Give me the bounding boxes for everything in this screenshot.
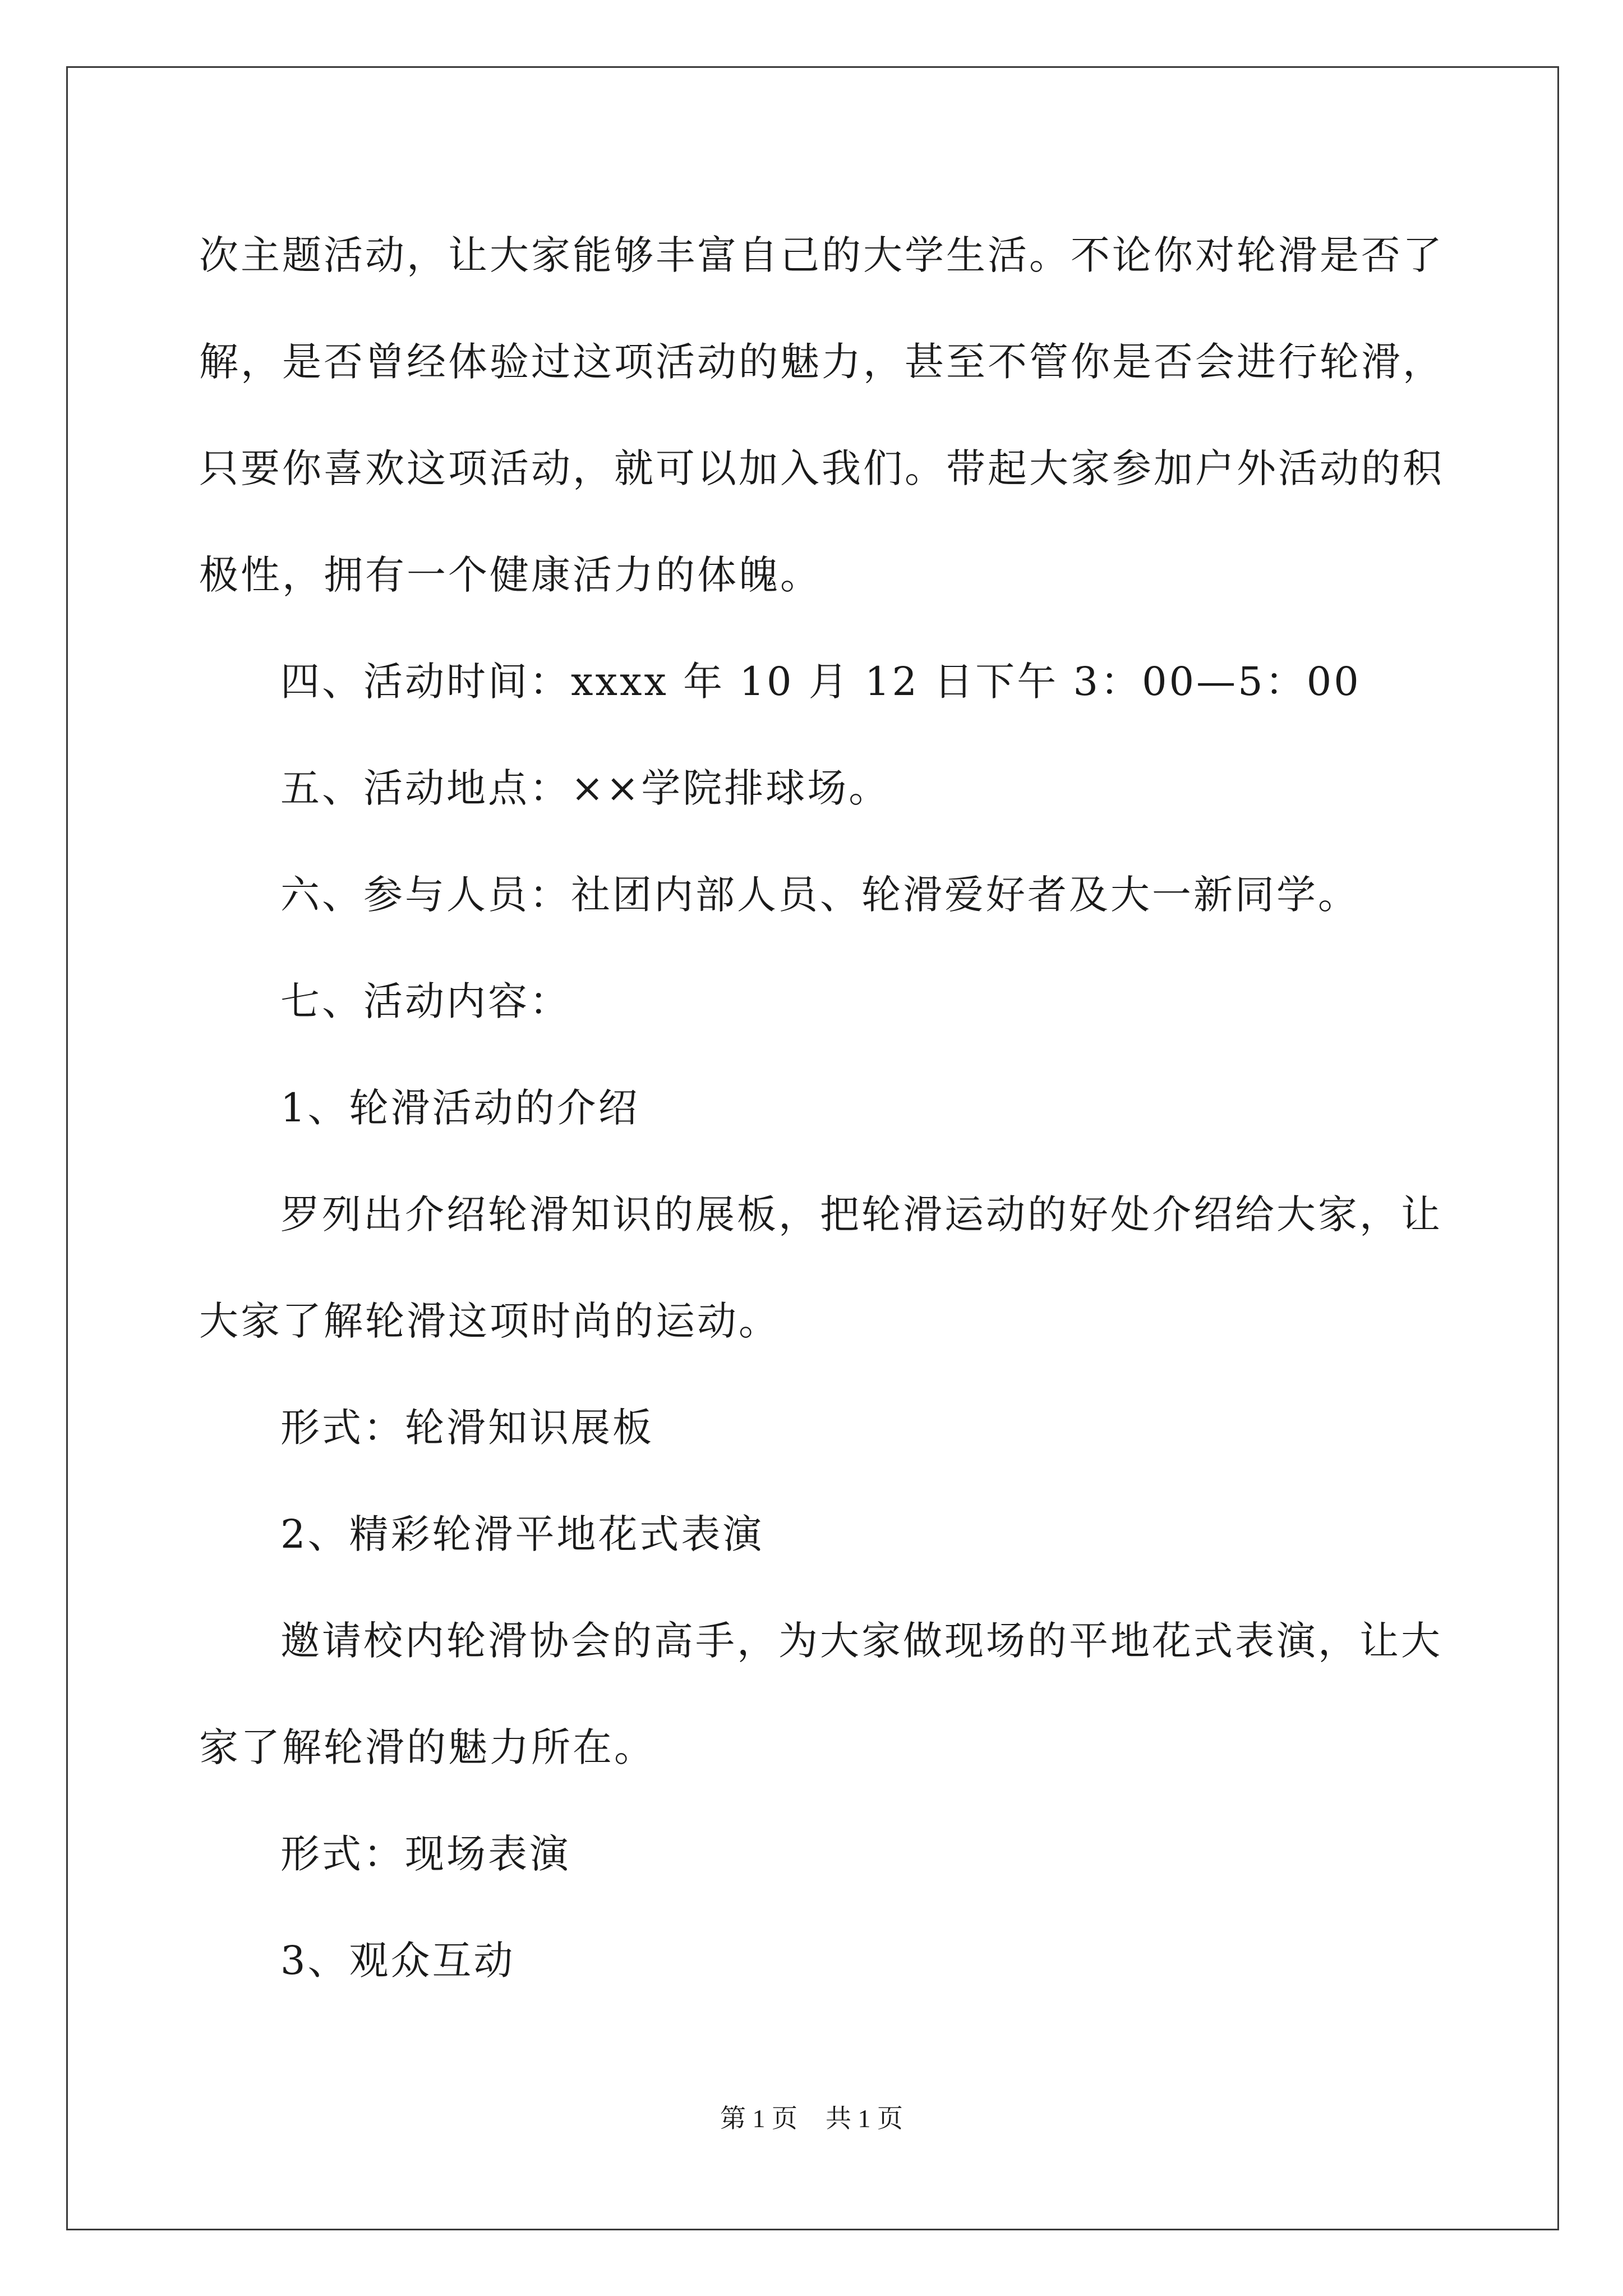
item-1-form: 形式：轮滑知识展板 — [280, 1405, 654, 1451]
page-number-current: 第 1 页 — [720, 2104, 797, 2133]
page-number-total: 共 1 页 — [826, 2104, 903, 2133]
text-line: 极性，拥有一个健康活力的体魄。 — [199, 552, 822, 598]
text-line: 只要你喜欢这项活动，就可以加入我们。带起大家参加户外活动的积 — [199, 445, 1444, 491]
text-line: 家了解轮滑的魅力所在。 — [199, 1724, 656, 1770]
section-content-heading: 七、活动内容： — [280, 978, 571, 1024]
item-heading-2: 2、精彩轮滑平地花式表演 — [280, 1511, 764, 1557]
document-body — [199, 202, 1444, 2014]
text-line: 大家了解轮滑这项时尚的运动。 — [199, 1298, 780, 1344]
item-heading-3: 3、观众互动 — [280, 1938, 515, 1984]
text-line: 次主题活动，让大家能够丰富自己的大学生活。不论你对轮滑是否了 — [199, 232, 1444, 278]
page-footer — [0, 2098, 1623, 2135]
section-participants: 六、参与人员：社团内部人员、轮滑爱好者及大一新同学。 — [280, 872, 1359, 918]
item-2-form: 形式：现场表演 — [280, 1831, 571, 1877]
paragraph-item-1-desc — [199, 1161, 1442, 1374]
paragraph-item-2-desc — [199, 1588, 1442, 1801]
text-line: 解，是否曾经体验过这项活动的魅力，甚至不管你是否会进行轮滑， — [199, 339, 1444, 385]
paragraph-intro — [199, 202, 1444, 628]
section-time: 四、活动时间：xxxx 年 10 月 12 日下午 3：00—5：00 — [280, 659, 1361, 705]
section-location: 五、活动地点：××学院排球场。 — [280, 765, 891, 811]
item-heading-1: 1、轮滑活动的介绍 — [280, 1085, 640, 1131]
text-line: 罗列出介绍轮滑知识的展板，把轮滑运动的好处介绍给大家，让 — [280, 1191, 1442, 1237]
text-line: 邀请校内轮滑协会的高手，为大家做现场的平地花式表演，让大 — [280, 1618, 1442, 1664]
